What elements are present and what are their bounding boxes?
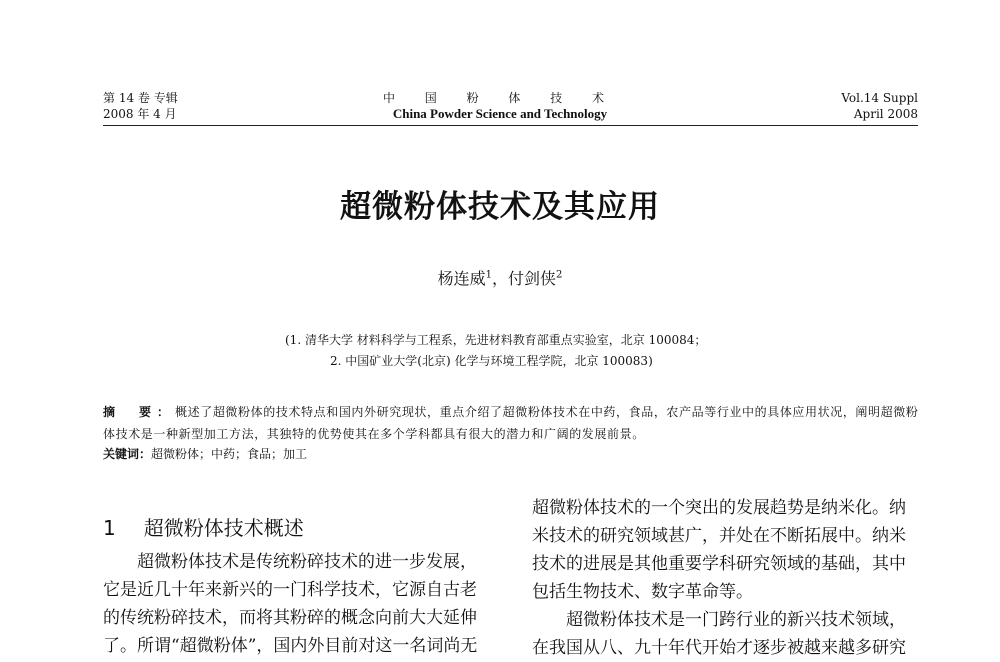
section-heading [103, 512, 304, 541]
journal-date: 2008 年 4 月 [103, 107, 177, 121]
paper-title: 超微粉体技术及其应用 [340, 189, 660, 225]
body-line: 了。所谓“超微粉体”，国内外目前对这一名词尚无 [103, 636, 478, 656]
abstract [103, 401, 920, 445]
affiliation-2: 2. 中国矿业大学(北京) 化学与环境工程学院，北京 100083) [330, 354, 653, 368]
journal-date-en: April 2008 [853, 107, 918, 121]
body-line: 超微粉体技术是传统粉碎技术的进一步发展， [137, 552, 477, 572]
author-separator: ， [491, 269, 508, 288]
body-line: 米技术的研究领域甚广，并处在不断拓展中。纳米 [532, 526, 906, 546]
body-line: 的传统粉碎技术，而将其粉碎的概念向前大大延伸 [103, 608, 477, 628]
author-1-affil-mark: 1 [485, 269, 492, 281]
journal-name-cn: 中 国 粉 体 技 术 [382, 91, 618, 105]
abstract-label: 摘 要： [103, 405, 176, 419]
author-1: 杨连威 [437, 269, 486, 288]
body-line: 它是近几十年来新兴的一门科学技术，它源自古老 [103, 580, 477, 600]
author-2: 付剑侠 [508, 269, 557, 288]
journal-volume-en: Vol.14 Suppl [841, 91, 918, 105]
body-line: 技术的进展是其他重要学科研究领域的基础，其中 [532, 554, 906, 574]
header-rule [103, 125, 918, 126]
body-line: 超微粉体技术是一门跨行业的新兴技术领域， [566, 610, 906, 630]
section-title: 超微粉体技术概述 [143, 516, 304, 540]
journal-volume: 第 14 卷 专辑 [103, 91, 178, 105]
abstract-text: 概述了超微粉体的技术特点和国内外研究现状，重点介绍了超微粉体技术在中药，食品，农产品等行业中的具体应用状况，阐明超微粉体技术是一种新型加工方法，其独特的优势使其在多个学科都具有很大的潜力和广阔的发展前景。 [103, 405, 919, 441]
keywords-label: 关键词： [103, 447, 152, 461]
body-line: 包括生物技术、数字革命等。 [532, 582, 753, 602]
body-line: 在我国从八、九十年代开始才逐步被越来越多研究 [532, 638, 906, 658]
keywords-text: 超微粉体；中药；食品；加工 [151, 447, 308, 461]
author-2-affil-mark: 2 [556, 269, 563, 281]
affiliation-1: (1. 清华大学 材料科学与工程系，先进材料教育部重点实验室，北京 100084； [285, 333, 707, 347]
right-column [532, 494, 932, 662]
author-line [0, 266, 1000, 289]
journal-name-en: China Powder Science and Technology [392, 106, 608, 121]
keywords [103, 445, 307, 462]
left-column [103, 548, 503, 660]
body-line: 超微粉体技术的一个突出的发展趋势是纳米化。纳 [532, 498, 906, 518]
section-number: 1 [103, 516, 116, 540]
